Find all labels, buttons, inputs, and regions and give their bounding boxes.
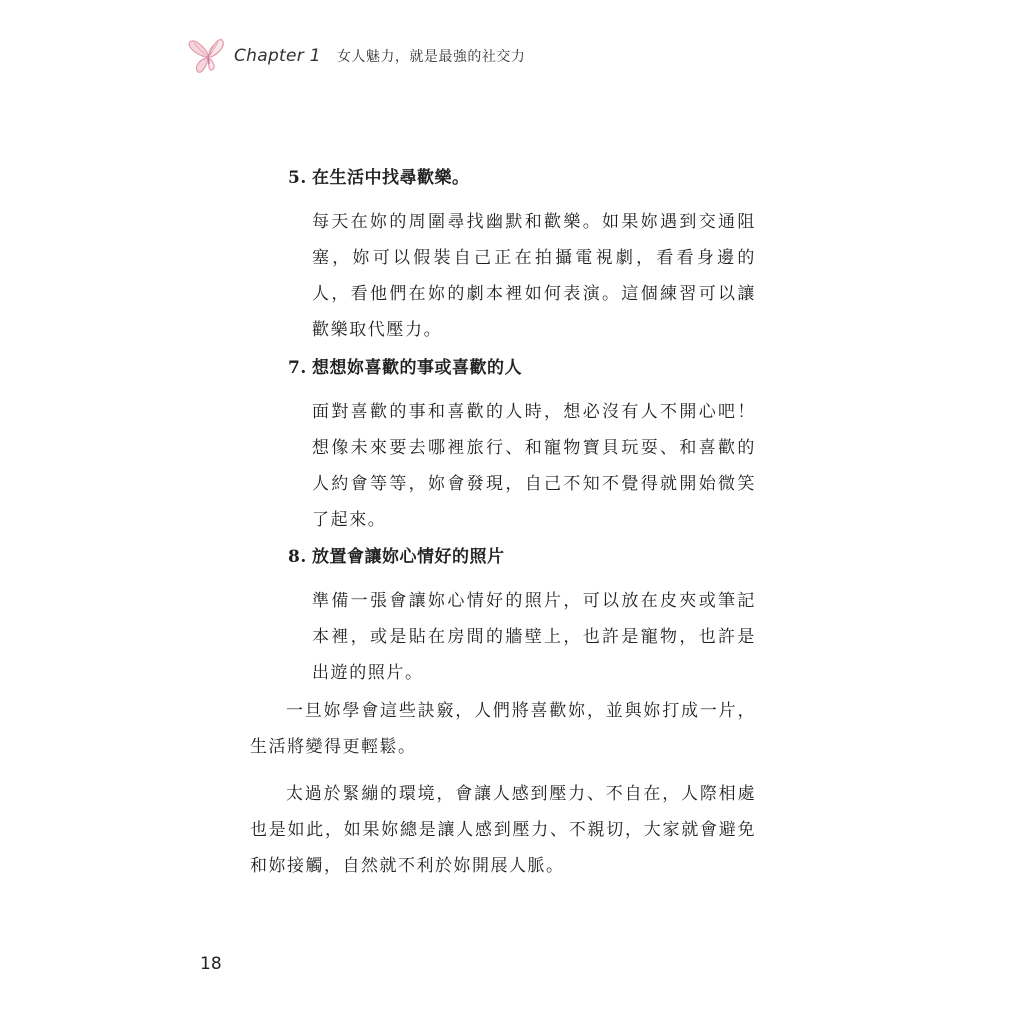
- body-paragraph: 一旦妳學會這些訣竅，人們將喜歡妳，並與妳打成一片，生活將變得更輕鬆。: [250, 701, 756, 757]
- tip-item-8: [288, 545, 768, 691]
- tip-title: 想想妳喜歡的事或喜歡的人: [312, 358, 522, 378]
- tip-body: 準備一張會讓妳心情好的照片，可以放在皮夾或筆記本裡，或是貼在房間的牆壁上，也許是寵物，也許是出遊的照片。: [312, 591, 756, 683]
- running-header: [188, 34, 525, 78]
- tip-title: 放置會讓妳心情好的照片: [312, 547, 505, 567]
- tip-number: 7.: [288, 358, 307, 378]
- body-paragraph: 太過於緊繃的環境，會讓人感到壓力、不自在，人際相處也是如此，如果妳總是讓人感到壓力、不親切，大家就會避免和妳接觸，自然就不利於妳開展人脈。: [250, 784, 756, 876]
- tip-heading: [288, 356, 768, 380]
- tip-number: 8.: [288, 547, 307, 567]
- tip-item-5: [288, 166, 768, 348]
- tip-heading: [288, 166, 768, 190]
- chapter-title: 女人魅力，就是最強的社交力: [336, 49, 526, 65]
- tip-body: 每天在妳的周圍尋找幽默和歡樂。如果妳遇到交通阻塞，妳可以假裝自己正在拍攝電視劇，看看身邊的人，看他們在妳的劇本裡如何表演。這個練習可以讓歡樂取代壓力。: [312, 212, 756, 340]
- chapter-label: Chapter 1: [234, 46, 321, 66]
- tip-title: 在生活中找尋歡樂。: [312, 168, 470, 188]
- tip-body: 面對喜歡的事和喜歡的人時，想必沒有人不開心吧！想像未來要去哪裡旅行、和寵物寶貝玩耍、和喜歡的人約會等等，妳會發現，自己不知不覺得就開始微笑了起來。: [312, 402, 756, 530]
- tip-heading: [288, 545, 768, 569]
- butterfly-icon: [188, 34, 232, 78]
- page-number: 18: [200, 954, 222, 974]
- tip-number: 5.: [288, 168, 307, 188]
- tip-item-7: [288, 356, 768, 538]
